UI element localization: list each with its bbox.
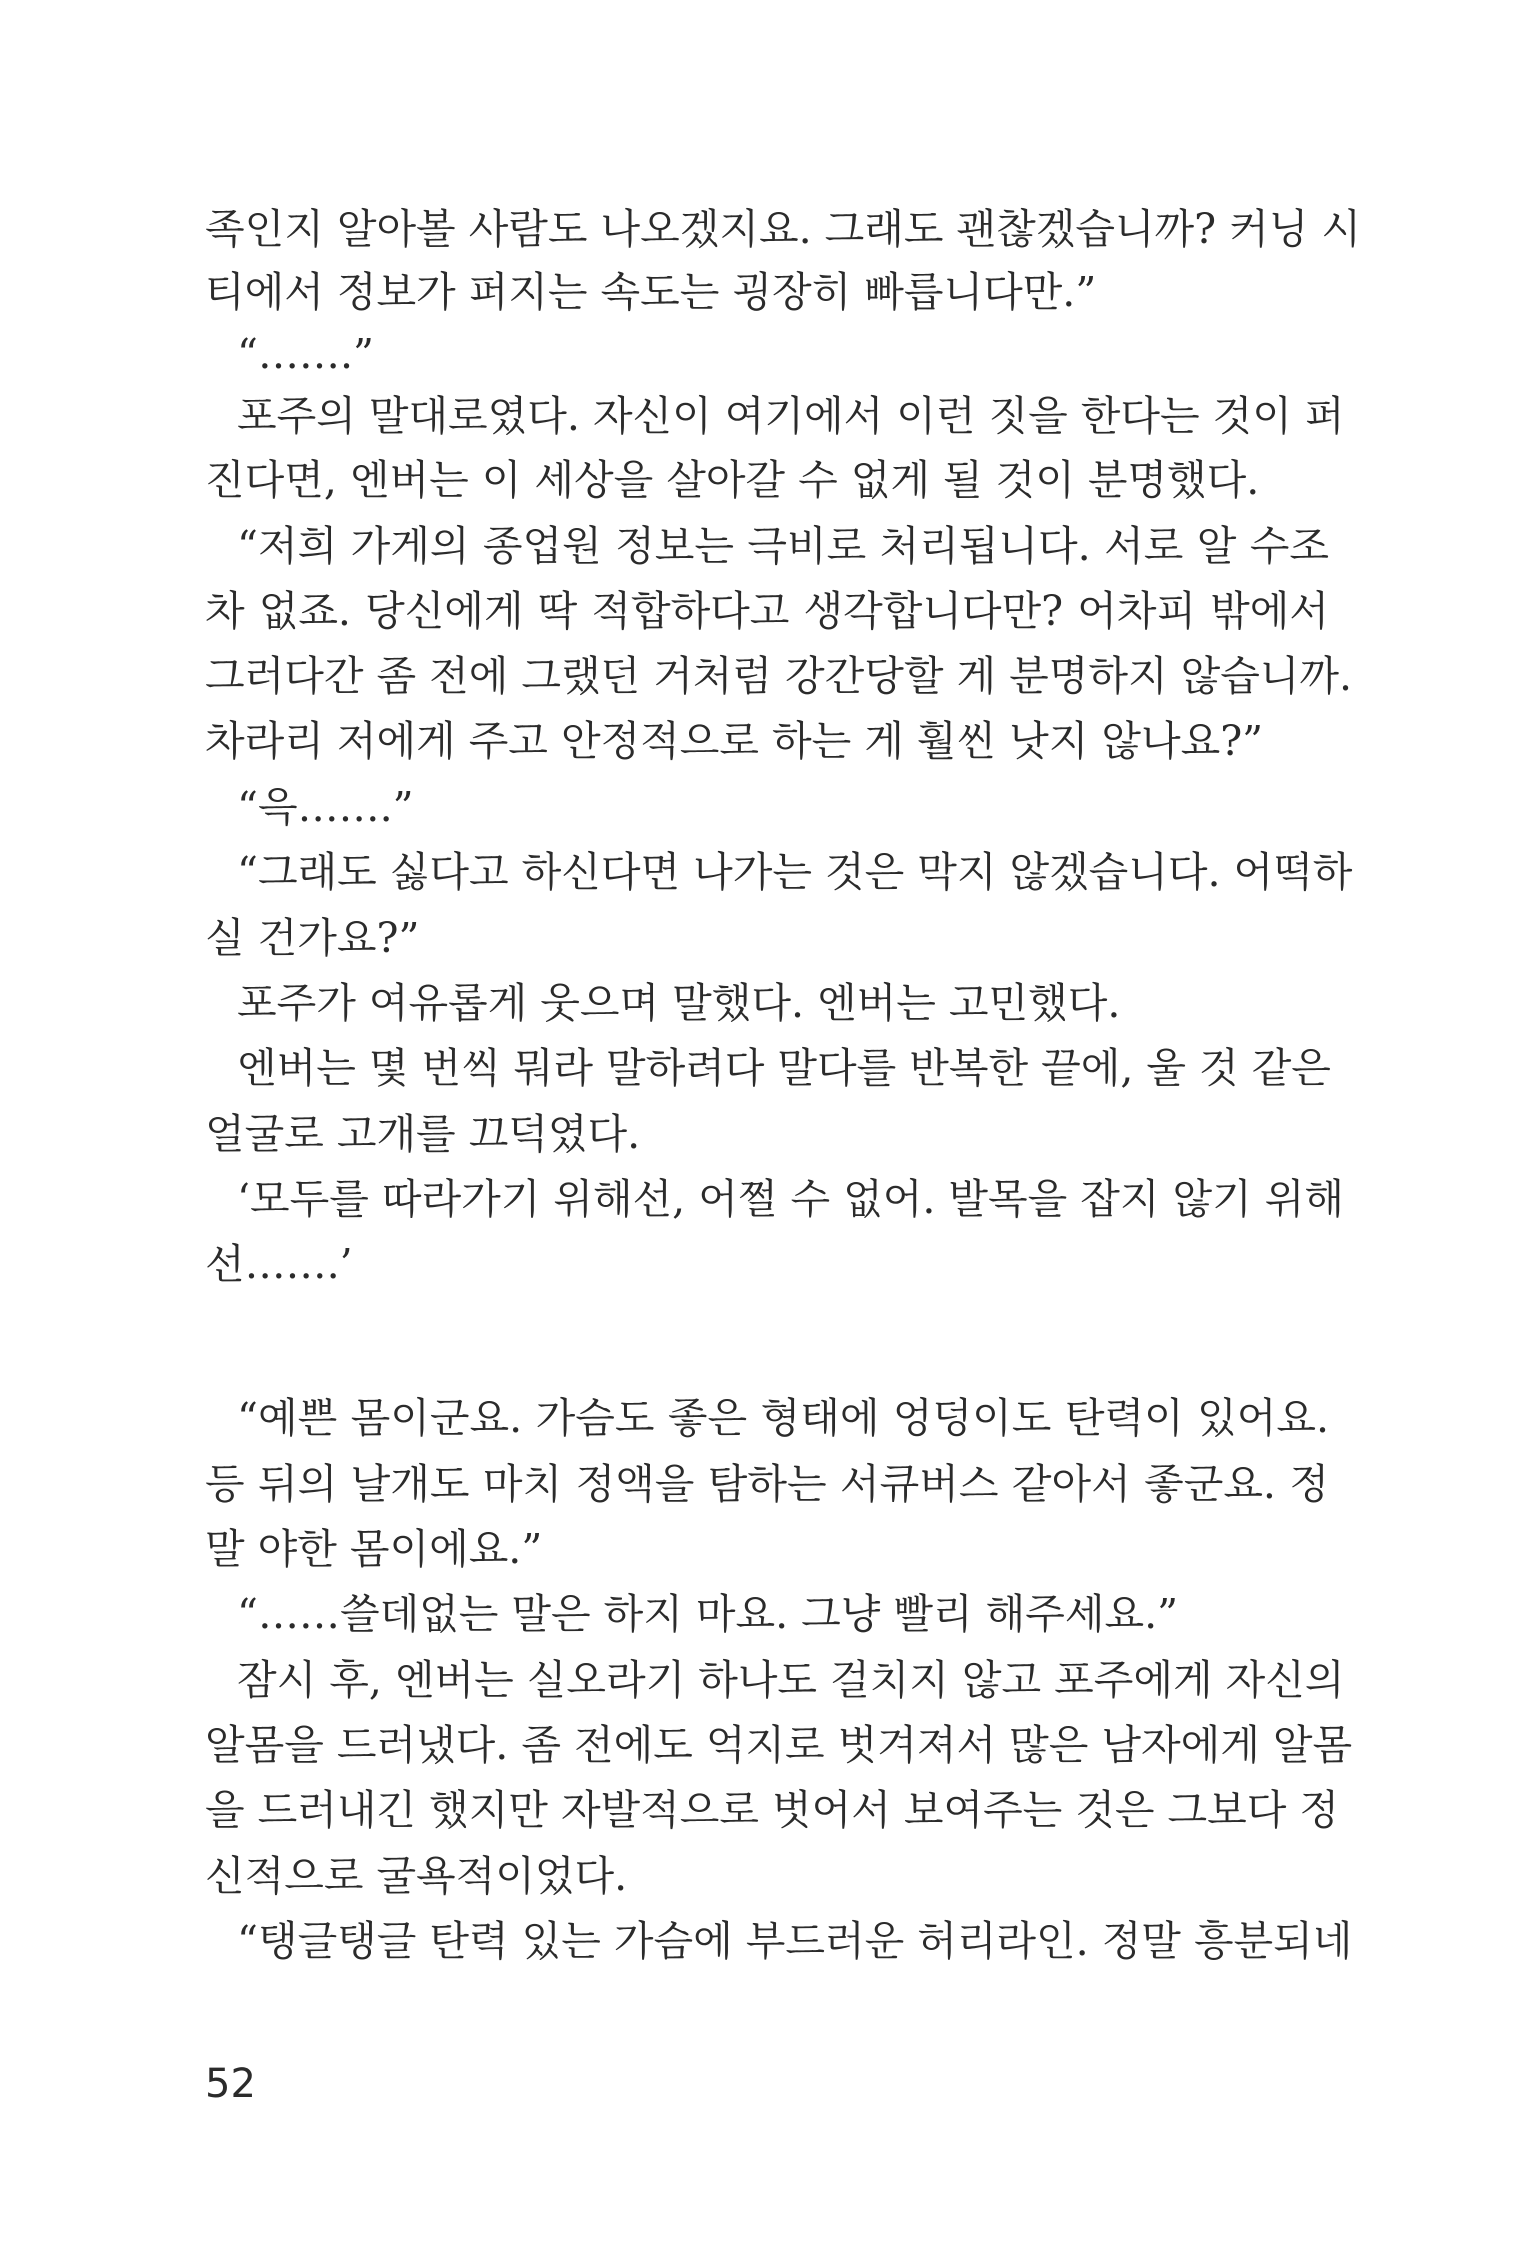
page-number: 52 [205, 2061, 256, 2107]
text-line: “예쁜 몸이군요. 가슴도 좋은 형태에 엉덩이도 탄력이 있어요. [237, 1394, 1329, 1442]
text-line: 말 야한 몸이에요.” [205, 1525, 543, 1573]
text-line: 등 뒤의 날개도 마치 정액을 탐하는 서큐버스 같아서 좋군요. 정 [205, 1460, 1329, 1508]
text-line: 티에서 정보가 퍼지는 속도는 굉장히 빠릅니다만.” [205, 268, 1097, 316]
text-line: 실 건가요?” [205, 914, 420, 962]
text-line: 엔버는 몇 번씩 뭐라 말하려다 말다를 반복한 끝에, 울 것 같은 [237, 1044, 1331, 1092]
text-line: 포주의 말대로였다. 자신이 여기에서 이런 짓을 한다는 것이 퍼 [237, 392, 1345, 440]
text-line: 을 드러내긴 했지만 자발적으로 벗어서 보여주는 것은 그보다 정 [205, 1786, 1340, 1834]
text-line: 차 없죠. 당신에게 딱 적합하다고 생각합니다만? 어차피 밖에서 [205, 587, 1329, 635]
text-line: 그러다간 좀 전에 그랬던 거처럼 강간당할 게 분명하지 않습니까. [205, 652, 1353, 700]
text-line: 선…….’ [205, 1240, 353, 1288]
text-line: 신적으로 굴욕적이었다. [205, 1852, 628, 1900]
text-line: “……쓸데없는 말은 하지 마요. 그냥 빨리 해주세요.” [237, 1590, 1179, 1638]
text-line: 진다면, 엔버는 이 세상을 살아갈 수 없게 될 것이 분명했다. [205, 456, 1260, 504]
text-line: “탱글탱글 탄력 있는 가슴에 부드러운 허리라인. 정말 흥분되네 [237, 1917, 1353, 1965]
text-line: “저희 가게의 종업원 정보는 극비로 처리됩니다. 서로 알 수조 [237, 522, 1329, 570]
text-line: 족인지 알아볼 사람도 나오겠지요. 그래도 괜찮겠습니까? 커닝 시 [205, 205, 1361, 253]
text-line: 알몸을 드러냈다. 좀 전에도 억지로 벗겨져서 많은 남자에게 알몸 [205, 1721, 1353, 1769]
text-line: “그래도 싫다고 하신다면 나가는 것은 막지 않겠습니다. 어떡하 [237, 848, 1353, 896]
text-line: 얼굴로 고개를 끄덕였다. [205, 1110, 641, 1158]
text-line: “윽…….” [237, 783, 414, 831]
text-line: ‘모두를 따라가기 위해선, 어쩔 수 없어. 발목을 잡지 않기 위해 [237, 1175, 1344, 1223]
text-line: “…….” [237, 330, 374, 378]
text-line: 잠시 후, 엔버는 실오라기 하나도 걸치지 않고 포주에게 자신의 [237, 1656, 1345, 1704]
text-line: 포주가 여유롭게 웃으며 말했다. 엔버는 고민했다. [237, 979, 1121, 1027]
text-line: 차라리 저에게 주고 안정적으로 하는 게 훨씬 낫지 않나요?” [205, 717, 1264, 765]
